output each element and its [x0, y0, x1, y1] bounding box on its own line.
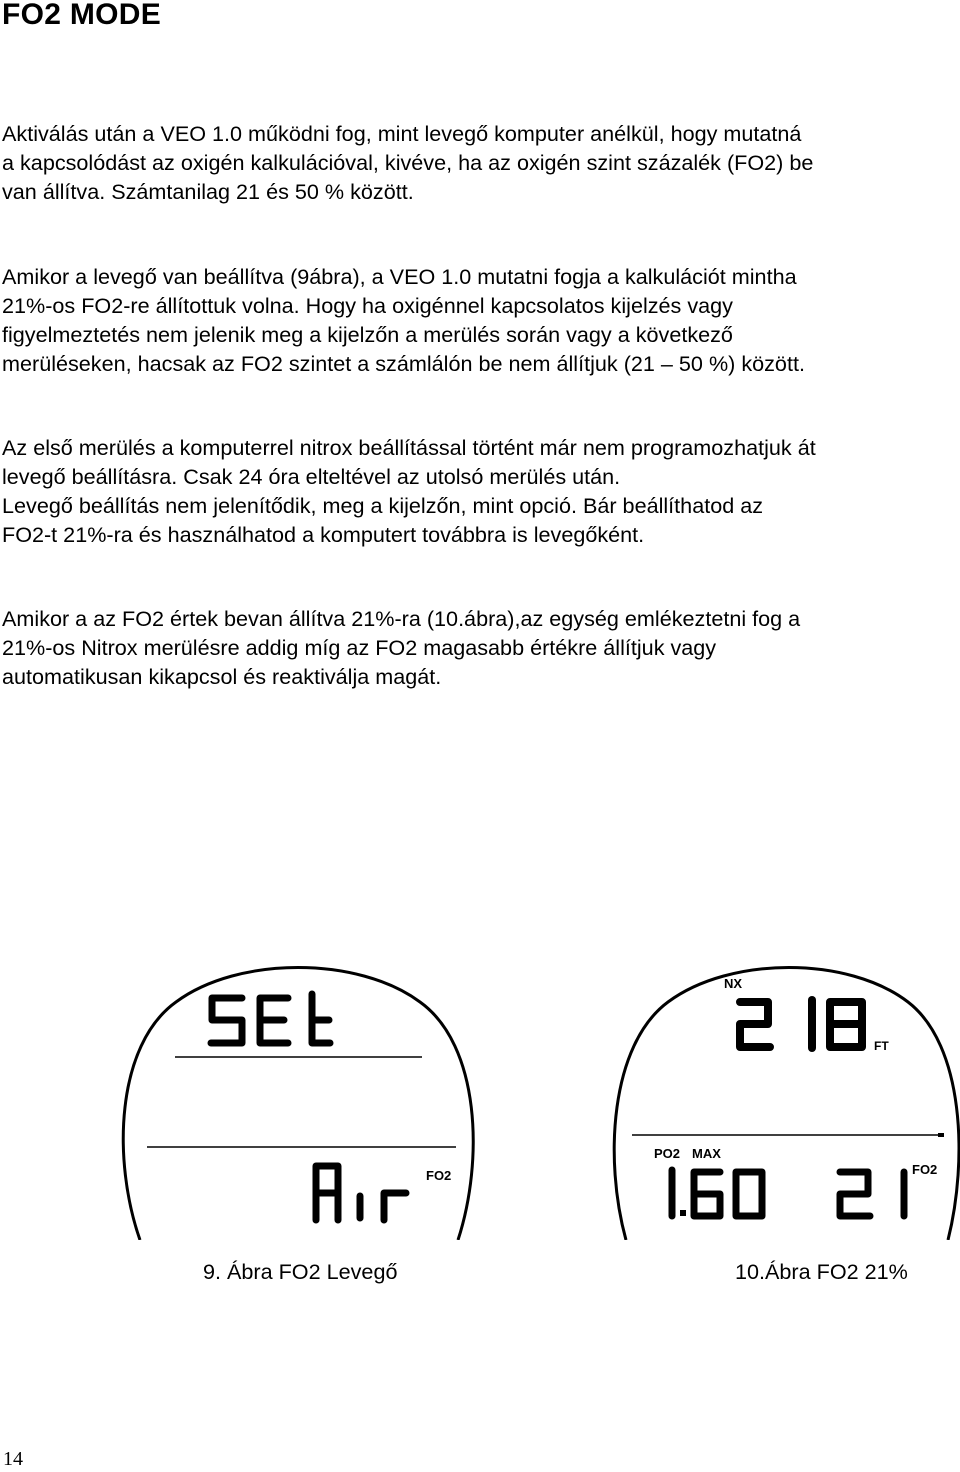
- nx-label: NX: [724, 976, 743, 991]
- paragraph-air-setting: [2, 262, 952, 378]
- display-bezel: [123, 968, 473, 1241]
- text-line: figyelmeztetés nem jelenik meg a kijelzőn a merülés során vagy a következő: [2, 322, 733, 347]
- paragraph-activation: [2, 119, 952, 206]
- text-line: automatikusan kikapcsol és reaktiválja magát.: [2, 664, 442, 689]
- lcd-depth-value: 218: [732, 1048, 734, 1049]
- figure-10-caption: 10.Ábra FO2 21%: [735, 1259, 908, 1284]
- text-line: Levegő beállítás nem jelenítődik, meg a kijelzőn, mint opció. Bár beállíthatod az: [2, 493, 764, 518]
- lcd-fo2-value: 21: [836, 1218, 838, 1219]
- text-line: Amikor a az FO2 értek bevan állítva 21%-ra (10.ábra),az egység emlékeztetni fog a: [2, 606, 801, 631]
- lcd-fo2-digits: [836, 1172, 904, 1219]
- text-line: a kapcsolódást az oxigén kalkulációval, kivéve, ha az oxigén szint százalék (FO2) be: [2, 150, 814, 175]
- text-line: Az első merülés a komputerrel nitrox beállítással történt már nem programozhatjuk át: [2, 435, 816, 460]
- ft-label: FT: [874, 1039, 889, 1053]
- fo2-label: FO2: [426, 1168, 452, 1183]
- page-number: 14: [3, 1448, 23, 1470]
- figure-9-caption: 9. Ábra FO2 Levegő: [203, 1259, 398, 1284]
- lcd-text-air: [313, 1166, 406, 1221]
- lcd-air-label: Air: [313, 1220, 315, 1221]
- lcd-po2-value: 1.60: [664, 1218, 666, 1219]
- figure-9-display: [118, 950, 480, 1240]
- text-line: 21%-os FO2-re állítottuk volna. Hogy ha oxigénnel kapcsolatos kijelzés vagy: [2, 293, 733, 318]
- divider-marker: [938, 1133, 944, 1137]
- paragraph-fo2-21: [2, 604, 952, 691]
- max-label: MAX: [692, 1146, 721, 1161]
- lcd-po2-digits: [664, 1170, 762, 1219]
- lcd-depth-digits: [732, 1000, 862, 1049]
- lcd-text-set: [209, 994, 330, 1047]
- paragraph-first-dive: [2, 433, 952, 549]
- text-line: FO2-t 21%-ra és használhatod a komputert továbbra is levegőként.: [2, 522, 645, 547]
- text-line: van állítva. Számtanilag 21 és 50 % között.: [2, 179, 414, 204]
- figure-10-display: [612, 950, 960, 1240]
- text-line: merüléseken, hacsak az FO2 szintet a számlálón be nem állítjuk (21 – 50 %) között.: [2, 351, 805, 376]
- dive-computer-display-air: [118, 950, 480, 1240]
- text-line: 21%-os Nitrox merülésre addig míg az FO2 magasabb értékre állítjuk vagy: [2, 635, 717, 660]
- lcd-set-label: SEt: [209, 1046, 211, 1047]
- po2-label: PO2: [654, 1146, 681, 1161]
- fo2-label: FO2: [912, 1162, 938, 1177]
- text-line: Aktiválás után a VEO 1.0 működni fog, mint levegő komputer anélkül, hogy mutatná: [2, 121, 802, 146]
- dive-computer-display-nitrox: [612, 950, 960, 1240]
- text-line: Amikor a levegő van beállítva (9ábra), a VEO 1.0 mutatni fogja a kalkulációt mintha: [2, 264, 797, 289]
- page-title: FO2 MODE: [2, 0, 162, 31]
- text-line: levegő beállításra. Csak 24 óra elteltével az utolsó merülés után.: [2, 464, 621, 489]
